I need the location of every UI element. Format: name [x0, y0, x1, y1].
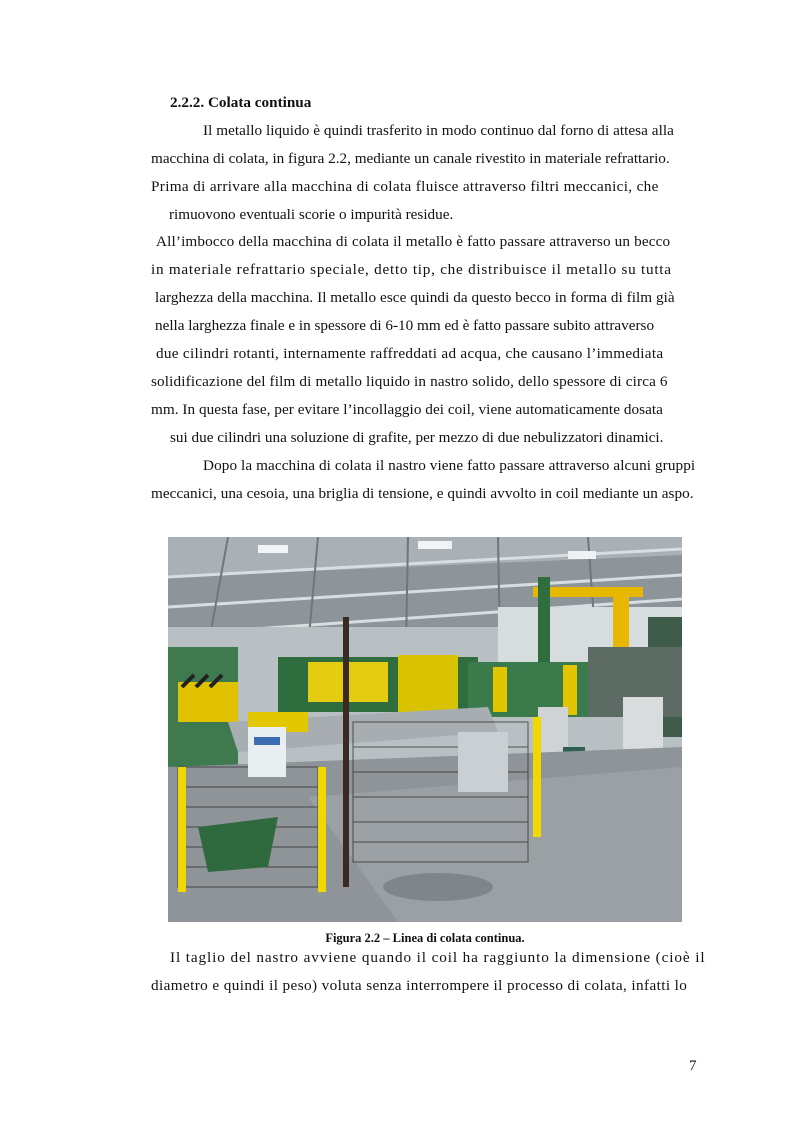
- paragraph-line: solidificazione del film di metallo liquido in nastro solido, dello spessore di circa 6: [151, 373, 668, 390]
- paragraph-line: All’imbocco della macchina di colata il metallo è fatto passare attraverso un becco: [156, 233, 671, 250]
- paragraph-line: larghezza della macchina. Il metallo esce quindi da questo becco in forma di film già: [155, 289, 675, 306]
- paragraph-line: meccanici, una cesoia, una briglia di tensione, e quindi avvolto in coil mediante un aspo.: [151, 485, 694, 502]
- section-heading: 2.2.2. Colata continua: [170, 94, 312, 111]
- paragraph-line: Il taglio del nastro avviene quando il coil ha raggiunto la dimensione (cioè il: [170, 949, 706, 966]
- paragraph-line: sui due cilindri una soluzione di grafite, per mezzo di due nebulizzatori dinamici.: [170, 429, 664, 446]
- paragraph-line: Dopo la macchina di colata il nastro viene fatto passare attraverso alcuni gruppi: [203, 457, 696, 474]
- paragraph-line: mm. In questa fase, per evitare l’incollaggio dei coil, viene automaticamente dosata: [151, 401, 663, 418]
- paragraph-line: due cilindri rotanti, internamente raffreddati ad acqua, che causano l’immediata: [156, 345, 664, 362]
- paragraph-line: Prima di arrivare alla macchina di colata fluisce attraverso filtri meccanici, che: [151, 178, 659, 195]
- casting-line-photo: [168, 537, 682, 922]
- paragraph-line: in materiale refrattario speciale, detto tip, che distribuisce il metallo su tutta: [151, 261, 672, 278]
- page-number: 7: [689, 1058, 697, 1074]
- paragraph-line: macchina di colata, in figura 2.2, mediante un canale rivestito in materiale refrattario.: [151, 150, 670, 167]
- paragraph-line: rimuovono eventuali scorie o impurità residue.: [169, 206, 454, 223]
- paragraph-line: nella larghezza finale e in spessore di 6-10 mm ed è fatto passare subito attraverso: [155, 317, 655, 334]
- paragraph-line: Il metallo liquido è quindi trasferito in modo continuo dal forno di attesa alla: [203, 122, 674, 139]
- figure-caption: Figura 2.2 – Linea di colata continua.: [325, 931, 525, 945]
- paragraph-line: diametro e quindi il peso) voluta senza interrompere il processo di colata, infatti lo: [151, 977, 688, 994]
